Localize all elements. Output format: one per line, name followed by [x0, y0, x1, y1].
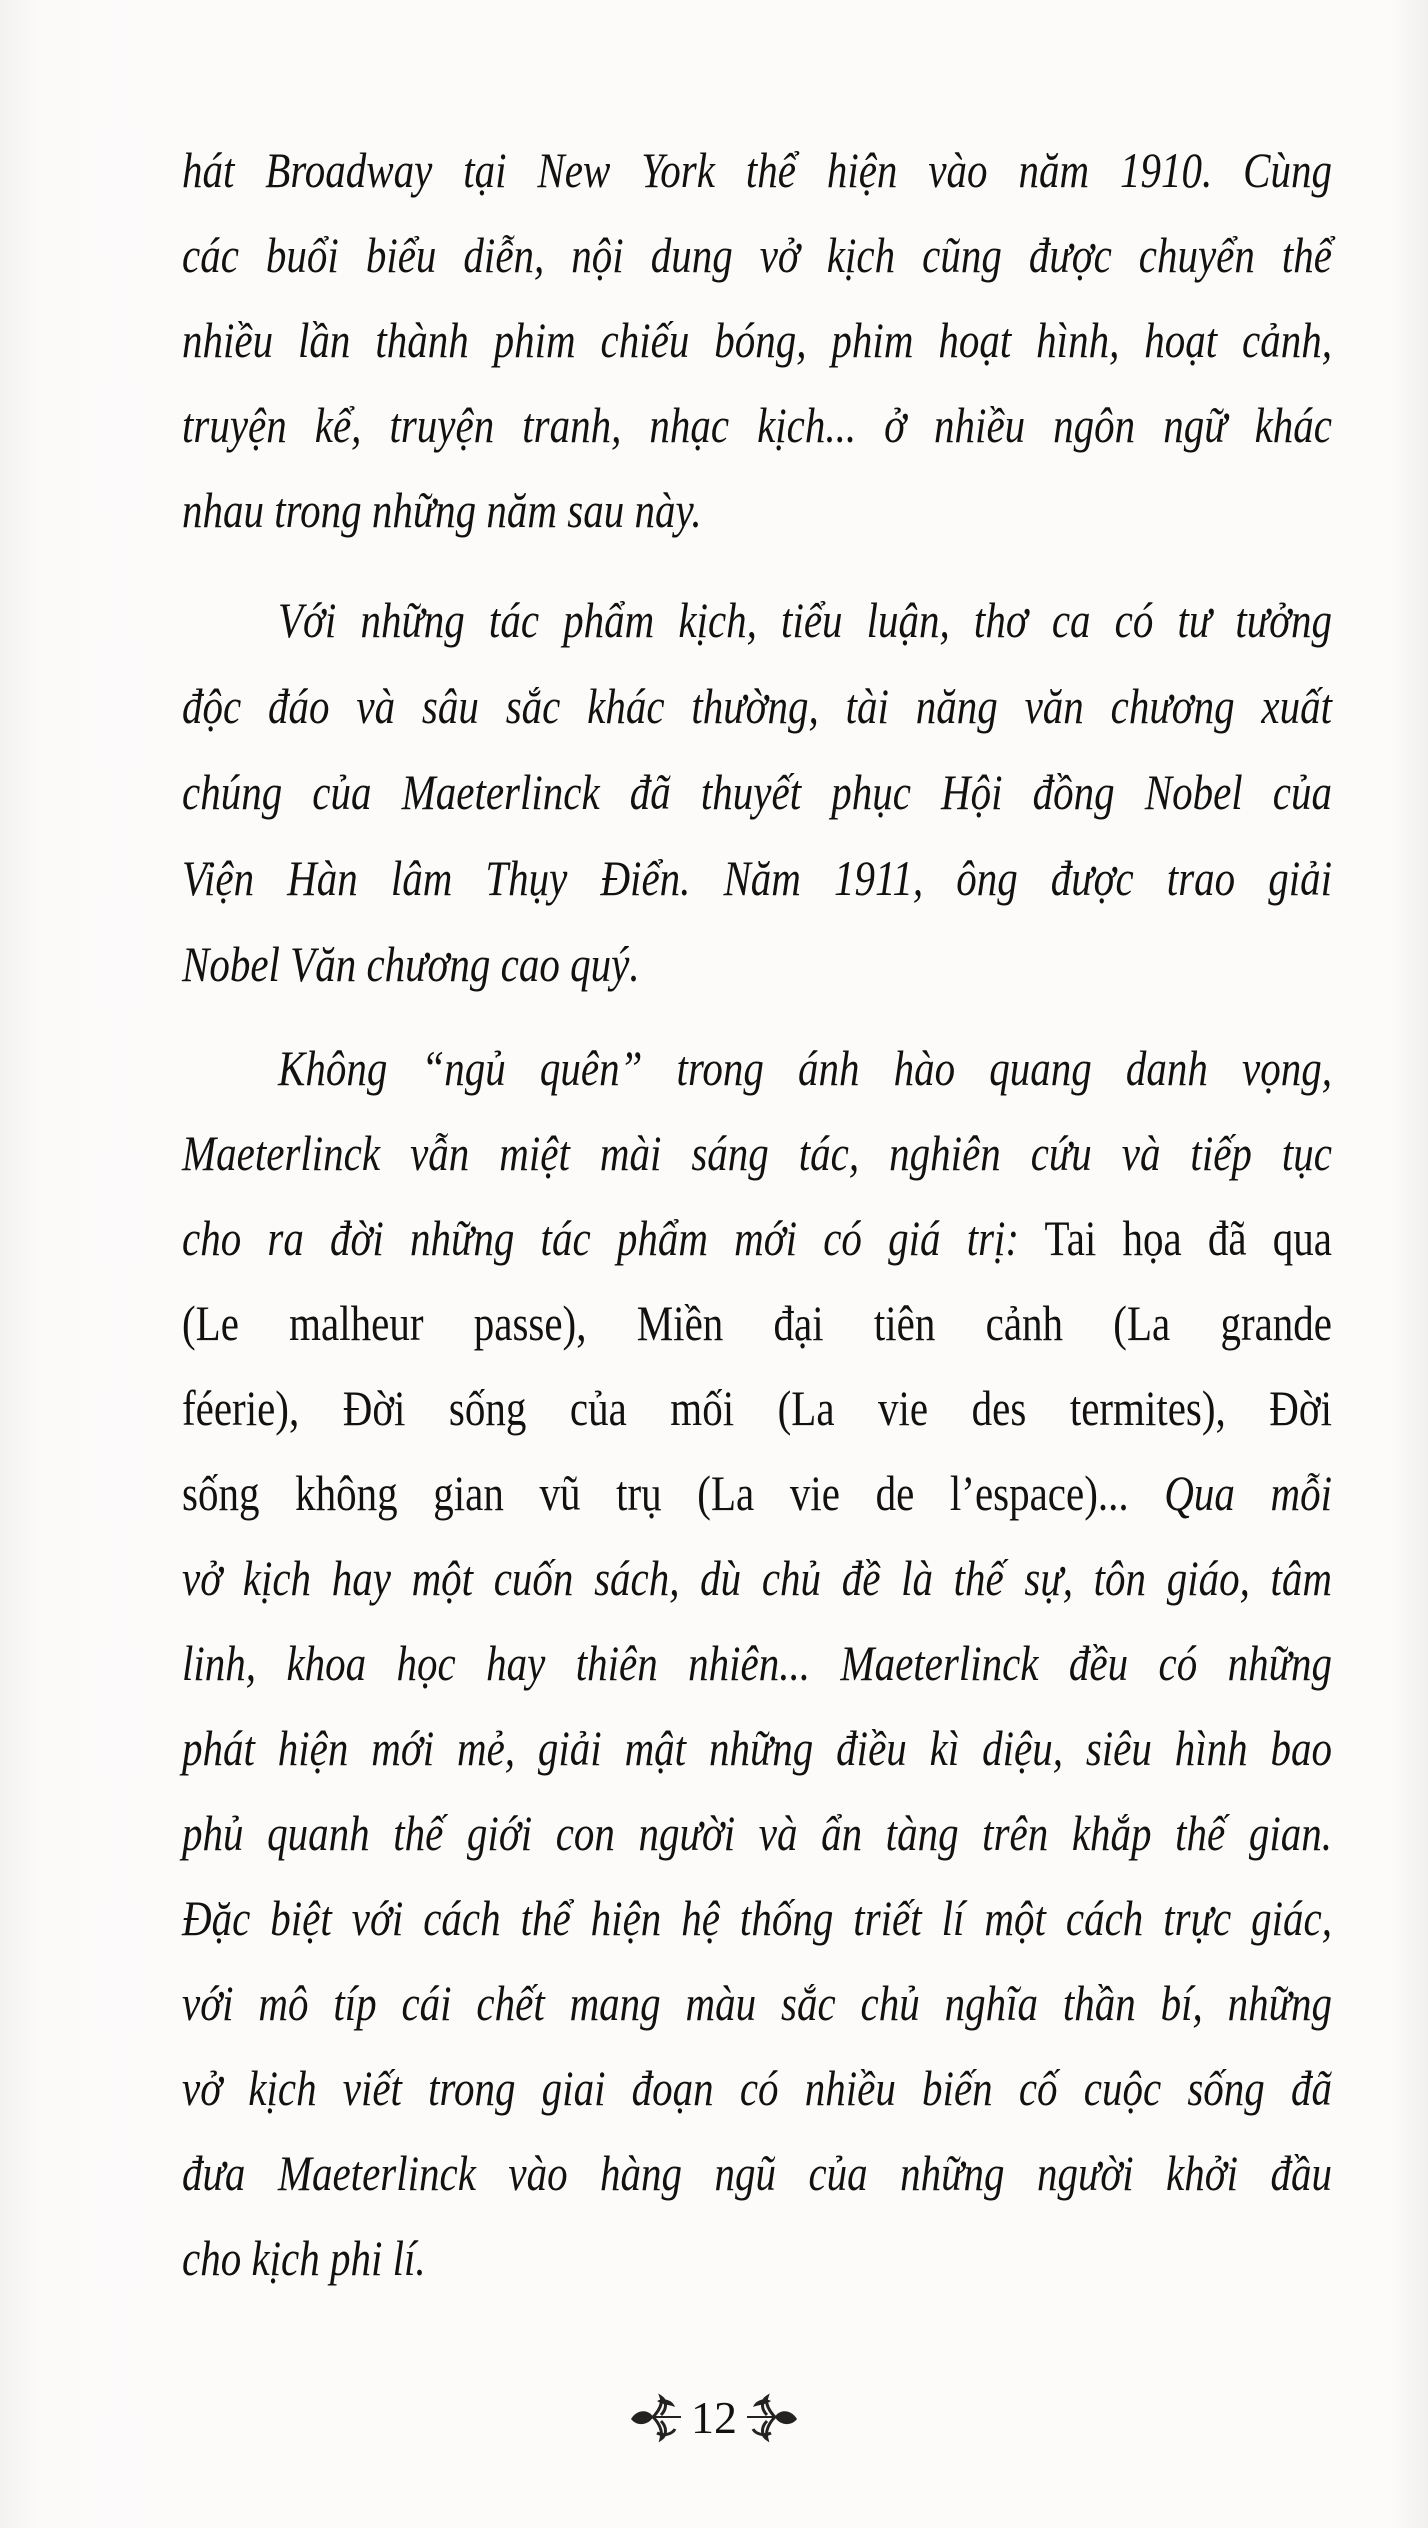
italic-text: phát hiện mới mẻ, giải mật những điều kì diệu, siêu hình bao	[182, 1720, 1332, 1776]
text-line	[182, 1705, 1332, 1791]
text-line	[182, 1110, 1332, 1196]
text-line	[182, 382, 1332, 468]
italic-text: nhau trong những năm sau này.	[182, 482, 702, 538]
text-line	[182, 127, 1332, 213]
text-line	[278, 1025, 1332, 1111]
italic-text: Qua mỗi	[1128, 1465, 1332, 1521]
italic-text: chúng của Maeterlinck đã thuyết phục Hội đồng Nobel của	[182, 764, 1332, 820]
italic-text: cho ra đời những tác phẩm mới có giá trị:	[182, 1210, 1020, 1266]
italic-text: Không “ngủ quên” trong ánh hào quang danh vọng,	[278, 1040, 1332, 1096]
text-line	[182, 1875, 1332, 1961]
text-line	[182, 1790, 1332, 1876]
left-leaf-ornament-icon	[627, 2393, 685, 2443]
roman-text: (Le malheur passe), Miền đại tiên cảnh (La grande	[182, 1295, 1332, 1351]
italic-text: vở kịch viết trong giai đoạn có nhiều biến cố cuộc sống đã	[182, 2060, 1332, 2116]
text-line	[182, 921, 1332, 1007]
right-leaf-ornament-icon	[743, 2393, 801, 2443]
text-line	[182, 2215, 1332, 2301]
text-line	[182, 212, 1332, 298]
italic-text: Với những tác phẩm kịch, tiểu luận, thơ ca có tư tưởng	[278, 592, 1332, 648]
italic-text: cho kịch phi lí.	[182, 2230, 426, 2286]
italic-text: phủ quanh thế giới con người và ẩn tàng trên khắp thế gian.	[182, 1805, 1332, 1861]
italic-text: Viện Hàn lâm Thụy Điển. Năm 1911, ông được trao giải	[182, 850, 1332, 906]
italic-text: đưa Maeterlinck vào hàng ngũ của những người khởi đầu	[182, 2145, 1332, 2201]
text-line	[182, 1535, 1332, 1621]
text-line	[182, 663, 1332, 749]
text-line	[182, 1960, 1332, 2046]
text-line	[182, 1620, 1332, 1706]
italic-text: truyện kể, truyện tranh, nhạc kịch... ở nhiều ngôn ngữ khác	[182, 397, 1332, 453]
italic-text: độc đáo và sâu sắc khác thường, tài năng văn chương xuất	[182, 678, 1332, 734]
page-number: 12	[691, 2392, 737, 2443]
text-line	[182, 297, 1332, 383]
text-line	[182, 2130, 1332, 2216]
text-line	[278, 577, 1332, 663]
italic-text: nhiều lần thành phim chiếu bóng, phim hoạt hình, hoạt cảnh,	[182, 312, 1332, 368]
text-line	[182, 749, 1332, 835]
italic-text: các buổi biểu diễn, nội dung vở kịch cũng được chuyển thể	[182, 227, 1332, 283]
italic-text: với mô típ cái chết mang màu sắc chủ nghĩa thần bí, những	[182, 1975, 1332, 2031]
roman-text: sống không gian vũ trụ (La vie de l’espace)...	[182, 1465, 1129, 1521]
text-line	[182, 1280, 1332, 1366]
italic-text: vở kịch hay một cuốn sách, dù chủ đề là thế sự, tôn giáo, tâm	[182, 1550, 1332, 1606]
text-line	[182, 1195, 1332, 1281]
roman-text: Tai họa đã qua	[1019, 1210, 1332, 1266]
text-line	[182, 835, 1332, 921]
text-line	[182, 2045, 1332, 2131]
page-footer	[0, 2388, 1428, 2448]
roman-text: féerie), Đời sống của mối (La vie des termites), Đời	[182, 1380, 1332, 1436]
italic-text: hát Broadway tại New York thể hiện vào năm 1910. Cùng	[182, 142, 1332, 198]
italic-text: Maeterlinck vẫn miệt mài sáng tác, nghiên cứu và tiếp tục	[182, 1125, 1332, 1181]
italic-text: Nobel Văn chương cao quý.	[182, 936, 640, 992]
text-line	[182, 1365, 1332, 1451]
text-line	[182, 467, 1332, 553]
text-line	[182, 1450, 1332, 1536]
italic-text: Đặc biệt với cách thể hiện hệ thống triết lí một cách trực giác,	[182, 1890, 1332, 1946]
italic-text: linh, khoa học hay thiên nhiên... Maeterlinck đều có những	[182, 1635, 1332, 1691]
